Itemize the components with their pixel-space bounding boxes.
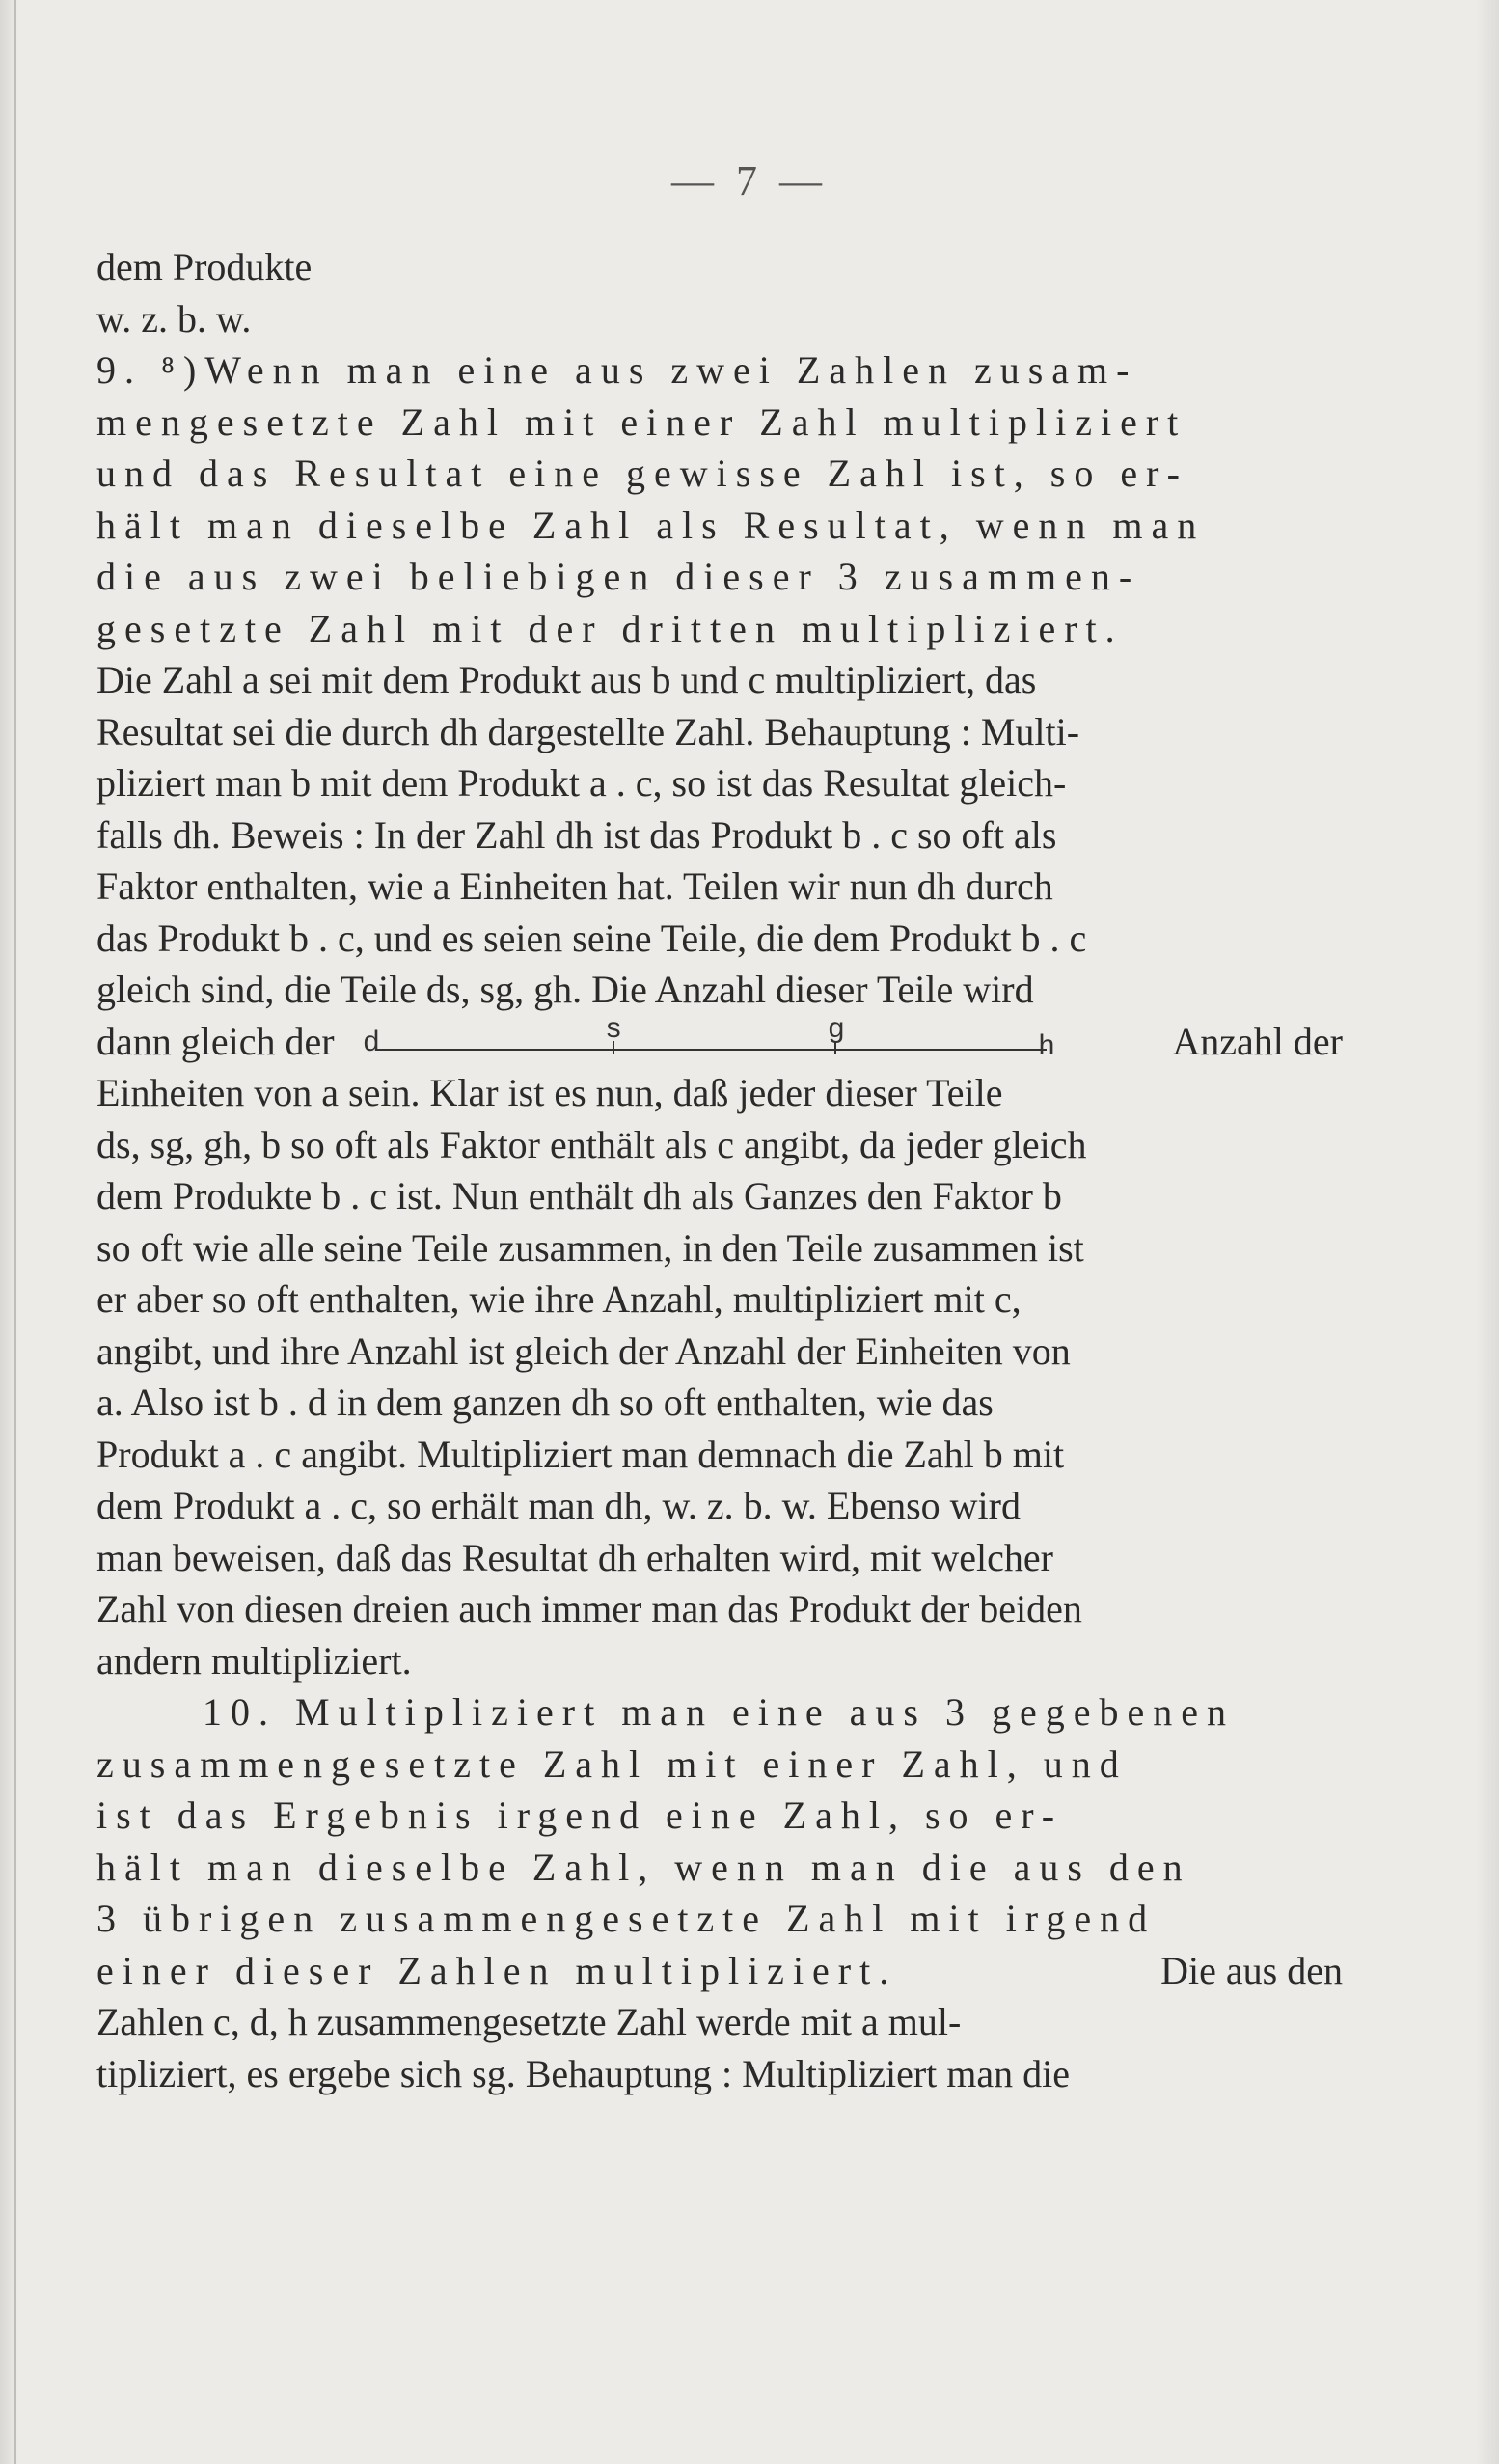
text-line bbox=[96, 1273, 1343, 1326]
text-run: Einheiten von a sein. Klar ist es nun, daß jeder dieser Teile bbox=[96, 1071, 1003, 1114]
text-run: dem Produkte bbox=[96, 245, 313, 288]
page-text bbox=[96, 241, 1343, 2099]
text-run: ist das Ergebnis irgend eine Zahl, so er- bbox=[96, 1793, 1064, 1837]
text-run: dann gleich der bbox=[96, 1019, 335, 1063]
text-line bbox=[96, 757, 1343, 809]
text-line bbox=[96, 1583, 1343, 1635]
text-run: Anzahl der bbox=[1172, 1019, 1343, 1063]
text-line bbox=[96, 448, 1343, 500]
text-line bbox=[96, 1326, 1343, 1378]
text-line bbox=[96, 1635, 1343, 1687]
text-run: Die Zahl a sei mit dem Produkt aus b und c multipliziert, das bbox=[96, 658, 1037, 701]
segment-label-d: d bbox=[363, 1026, 380, 1058]
text-line bbox=[96, 603, 1343, 655]
text-run: falls dh. Beweis : In der Zahl dh ist das Produkt b . c so oft als bbox=[96, 812, 1057, 857]
text-line bbox=[96, 500, 1343, 552]
text-run: ds, sg, gh, b so oft als Faktor enthält als c angibt, da jeder gleich bbox=[96, 1122, 1087, 1166]
text-line bbox=[96, 1738, 1343, 1791]
text-line bbox=[96, 913, 1343, 965]
text-line bbox=[96, 1996, 1343, 2048]
text-line bbox=[96, 397, 1343, 449]
text-line bbox=[96, 1119, 1343, 1171]
text-run: er aber so oft enthalten, wie ihre Anzahl, multipliziert mit c, bbox=[96, 1277, 1022, 1321]
text-line bbox=[96, 1686, 1343, 1738]
segment-line bbox=[375, 1049, 1047, 1051]
text-run: die aus zwei beliebigen dieser 3 zusammen- bbox=[96, 555, 1141, 598]
text-run: Die aus den bbox=[1160, 1948, 1343, 1992]
diagram-line bbox=[96, 1012, 1343, 1068]
text-line bbox=[96, 861, 1343, 913]
text-run: Produkt a . c angibt. Multipliziert man demnach die Zahl b mit bbox=[96, 1432, 1065, 1476]
text-line bbox=[96, 1170, 1343, 1222]
text-line bbox=[96, 1222, 1343, 1274]
text-line bbox=[96, 1893, 1343, 1945]
text-run: 9. ⁸)Wenn man eine aus zwei Zahlen zusam- bbox=[96, 348, 1138, 392]
text-line bbox=[96, 241, 1343, 293]
segment-label-g: g bbox=[828, 1012, 845, 1045]
text-run: Faktor enthalten, wie a Einheiten hat. Teilen wir nun dh durch bbox=[96, 864, 1053, 908]
text-line bbox=[96, 1480, 1343, 1532]
text-line bbox=[96, 1067, 1343, 1119]
page-edge bbox=[14, 0, 16, 2464]
text-line bbox=[96, 654, 1343, 706]
text-run: pliziert man b mit dem Produkt a . c, so ist das Resultat gleich- bbox=[96, 761, 1067, 805]
text-run: Zahl von diesen dreien auch immer man das Produkt der beiden bbox=[96, 1587, 1082, 1630]
text-run: gleich sind, die Teile ds, sg, gh. Die Anzahl dieser Teile wird bbox=[96, 968, 1034, 1011]
text-run: hält man dieselbe Zahl als Resultat, wenn man bbox=[96, 503, 1206, 547]
text-line bbox=[96, 2048, 1343, 2100]
text-run: und das Resultat eine gewisse Zahl ist, so er- bbox=[96, 452, 1188, 495]
page-number: — 7 — bbox=[671, 157, 828, 205]
text-run: andern multipliziert. bbox=[96, 1638, 412, 1683]
text-run: a. Also ist b . d in dem ganzen dh so oft enthalten, wie das bbox=[96, 1381, 994, 1424]
text-line bbox=[96, 1842, 1343, 1894]
text-run: tipliziert, es ergebe sich sg. Behauptung : Multipliziert man die bbox=[96, 2051, 1071, 2095]
text-line bbox=[96, 964, 1343, 1016]
text-run: 3 übrigen zusammengesetzte Zahl mit irgend bbox=[96, 1897, 1157, 1940]
text-run: Resultat sei die durch dh dargestellte Zahl. Behauptung : Multi- bbox=[96, 709, 1080, 753]
text-run: das Produkt b . c, und es seien seine Teile, die dem Produkt b . c bbox=[96, 916, 1087, 960]
text-run: man beweisen, daß das Resultat dh erhalten wird, mit welcher bbox=[96, 1535, 1053, 1579]
text-line bbox=[96, 706, 1343, 758]
text-line bbox=[96, 1377, 1343, 1429]
text-line bbox=[96, 1532, 1343, 1584]
text-line bbox=[96, 551, 1343, 603]
text-run: hält man dieselbe Zahl, wenn man die aus den bbox=[96, 1845, 1191, 1889]
text-run: so oft wie alle seine Teile zusammen, in den Teile zusammen ist bbox=[96, 1225, 1084, 1270]
text-line bbox=[96, 809, 1343, 862]
text-run: angibt, und ihre Anzahl ist gleich der Anzahl der Einheiten von bbox=[96, 1328, 1071, 1373]
text-line bbox=[96, 1429, 1343, 1481]
text-line bbox=[96, 1790, 1343, 1842]
text-run: dem Produkt a . c, so erhält man dh, w. z. b. w. Ebenso wird bbox=[96, 1484, 1021, 1527]
text-run: 10. Multipliziert man eine aus 3 gegebenen bbox=[203, 1690, 1236, 1734]
text-run: dem Produkte b . c ist. Nun enthält dh als Ganzes den Faktor b bbox=[96, 1174, 1062, 1218]
text-run: mengesetzte Zahl mit einer Zahl multipliziert bbox=[96, 399, 1187, 444]
text-line bbox=[96, 344, 1343, 397]
text-line bbox=[96, 1945, 1343, 1997]
text-run: zusammengesetzte Zahl mit einer Zahl, und bbox=[96, 1741, 1128, 1786]
segment-label-s: s bbox=[606, 1012, 621, 1045]
text-run: gesetzte Zahl mit der dritten multipliziert. bbox=[96, 606, 1124, 650]
segment-diagram bbox=[363, 1012, 1058, 1066]
text-run: einer dieser Zahlen multipliziert. bbox=[96, 1948, 898, 1992]
text-run: Zahlen c, d, h zusammengesetzte Zahl werde mit a mul- bbox=[96, 2000, 962, 2043]
text-run: w. z. b. w. bbox=[96, 296, 252, 341]
text-line bbox=[96, 293, 1343, 345]
segment-label-h: h bbox=[1038, 1029, 1055, 1062]
